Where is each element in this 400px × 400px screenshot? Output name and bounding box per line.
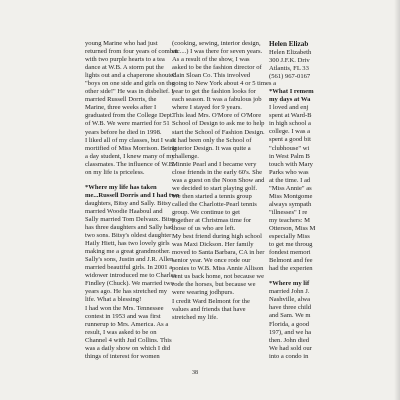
text-line: I liked all of my classes, but I was [85, 136, 175, 144]
text-line: spent a good bit [269, 136, 311, 144]
text-line: challenge. [172, 152, 199, 160]
text-line: 300 J.F.K. Driv [269, 57, 310, 65]
text-line: always sympath [269, 200, 312, 208]
text-line: sent us back home, not because we [172, 273, 265, 281]
text-line: at the time. I ad [269, 176, 311, 184]
text-line: Cain Sloan Co. This involved [172, 72, 251, 80]
text-line: things of interest for women [85, 352, 160, 360]
text-line: was a daily show on which I did [85, 344, 171, 352]
text-line: two sons. Bitsy's oldest daughter [85, 232, 172, 240]
text-line: Interior Design. It was quite a [172, 144, 251, 152]
text-line: mortified of Miss Morrison. Being [85, 144, 177, 152]
text-line: *Where my life has taken [85, 183, 157, 191]
text-line: together at Christmas time for [172, 217, 252, 225]
text-line: asked to be the fashion director of [172, 64, 262, 72]
text-line: other side!" He was in disbelief. I [85, 88, 174, 96]
text-line: "clubhouse" wi [269, 144, 310, 152]
text-line: start the School of Fashion Design. [172, 128, 265, 136]
text-line: ponies to W.B. Miss Annie Allison [172, 265, 264, 273]
text-line: dance at W.B. A storm put the [85, 64, 164, 72]
text-line: moved to Santa Barbara, CA in her [172, 249, 265, 257]
text-line: Parks who was [269, 168, 309, 176]
left-paragraph-2 [85, 183, 180, 361]
middle-paragraph [172, 40, 277, 322]
text-line: Florida, a good [269, 320, 310, 328]
middle-column [172, 40, 277, 322]
text-line: Nashville, alwa [269, 296, 311, 304]
left-paragraph-1 [85, 40, 178, 177]
text-line: "illnesses" I re [269, 208, 308, 216]
text-line: young Marine who had just [85, 40, 158, 47]
text-line: have three child [269, 304, 312, 312]
text-line: college. I was a [269, 128, 311, 136]
text-line: making me a great grandmother. [85, 248, 171, 256]
text-line: group. We continue to get [172, 208, 241, 216]
text-line: married John J. [269, 288, 310, 296]
text-line: "Miss Annie" as [269, 184, 312, 192]
text-line: in West Palm B [269, 152, 310, 160]
text-line: values and friends that have [172, 305, 246, 313]
text-line: life. What a blessing! [85, 296, 142, 304]
text-line: Belmont and fee [269, 257, 313, 265]
text-line: result, I was asked to be on [85, 328, 157, 336]
text-line: married Woodie Haaboul and [85, 207, 163, 215]
text-line: a day student, I knew many of my [85, 152, 175, 160]
text-line: where I stayed for 9 years. [172, 104, 242, 112]
text-line: we decided to start playing golf. [172, 184, 257, 192]
text-line: Otterson, Miss M [269, 224, 316, 232]
text-line: Helen Elizabeth [269, 49, 312, 56]
text-line: were wearing jodhpurs. [172, 289, 235, 297]
text-line: returned from four years of combat [85, 48, 178, 56]
text-line: on my life is priceless. [85, 168, 145, 176]
text-line: my teachers: M [269, 216, 311, 224]
text-line: rode the horses, but because we [172, 281, 256, 289]
text-line: close friends in the early 60's. She [172, 168, 262, 176]
text-line: My best friend during high school [172, 233, 262, 241]
text-line: spent at Ward-B [269, 112, 312, 120]
text-line: Minnie Pearl and I became very [172, 160, 257, 168]
left-column [85, 40, 180, 361]
text-line: has three daughters and Sally had [85, 224, 174, 232]
text-line: Sally married Tom Delvaux. Bitsy [85, 215, 176, 223]
text-line: Findley (Chuck). We married two [85, 280, 174, 288]
text-line: was a guest on the Noon Show and [172, 176, 265, 184]
text-line: each season. It was a fabulous job [172, 96, 262, 104]
text-line: fondest memori [269, 249, 311, 257]
text-line: We had sold our [269, 344, 312, 352]
text-line: (561) 967-0167 [269, 73, 311, 81]
text-line: contest in 1953 and was first [85, 312, 161, 320]
text-line: especially Miss [269, 233, 310, 241]
text-line: lights out and a chaperone shouted [85, 72, 177, 80]
text-line: runnerup to Mrs. America. As a [85, 320, 169, 328]
text-line: stretched my life. [172, 313, 218, 321]
text-line: *What I remem [269, 88, 314, 96]
text-line: then. John died [269, 336, 310, 344]
text-line: I credit Ward Belmont for the [172, 297, 250, 305]
text-line: had the experien [269, 265, 313, 273]
right-column [269, 40, 400, 361]
text-line: going to New York about 4 or 5 times a [172, 80, 277, 88]
text-line: Sally's sons, Justin and J.R. Allen, [85, 256, 176, 264]
text-line: years before he died in 1998. [85, 128, 162, 136]
right-paragraph-2 [269, 280, 400, 360]
page-number: 38 [192, 370, 198, 376]
page-edge-shadow [394, 0, 400, 400]
text-line: and Sam. We m [269, 312, 311, 320]
right-paragraph-1 [269, 88, 400, 273]
text-line: Channel 4 with Jud Collins. This [85, 336, 172, 344]
text-line: daughters, Bitsy and Sally. Bitsy [85, 199, 172, 207]
text-line: *Where my lif [269, 280, 310, 288]
text-line: with two purple hearts to a tea [85, 56, 165, 64]
text-line: School of Design to ask me to help [172, 120, 265, 128]
text-line: Marine, three weeks after I [85, 104, 157, 112]
text-line: We then started a tennis group [172, 192, 252, 200]
alumna-name: Helen Elizab [269, 40, 309, 48]
text-line: years ago. He has stretched my [85, 288, 168, 296]
text-line: me...Russell Dorris and I had two [85, 191, 180, 199]
text-line: Atlantis, FL 33 [269, 65, 309, 73]
text-line: into a condo in [269, 352, 309, 360]
text-line: Miss Montgome [269, 192, 313, 200]
text-line: in high school a [269, 120, 311, 128]
text-line: As a result of the show, I was [172, 56, 250, 64]
text-line: This lead Mrs. O'More of O'More [172, 112, 262, 120]
text-line: classmates. The influence of W.B. [85, 160, 175, 168]
text-line: widower introduced me to Charles [85, 272, 177, 280]
text-line: married beautiful girls. In 2001 a [85, 264, 173, 272]
text-line: (cooking, sewing, interior design, [172, 40, 261, 47]
text-line: Haily Hiett, has two lovely girls [85, 240, 170, 248]
text-line: to get me throug [269, 241, 313, 249]
text-line: my days at Wa [269, 96, 311, 104]
alumna-address [269, 49, 400, 81]
text-line: graduated from the College Dept. [85, 112, 174, 120]
text-line: was Maxi Dickson. Her family [172, 241, 254, 249]
text-line: year to get the fashion looks for [172, 88, 256, 96]
text-line: called the Charlotte-Pearl tennis [172, 200, 257, 208]
text-line: of W.B. We were married for 51 [85, 120, 170, 128]
text-line: senior year. We once rode our [172, 257, 251, 265]
text-line: touch with Mary [269, 160, 313, 168]
text-line: I had won the Mrs. Tennessee [85, 304, 164, 312]
text-line: married Russell Dorris, the [85, 96, 157, 104]
text-line: I loved and enj [269, 104, 309, 112]
text-line: etc....) I was there for seven years. [172, 48, 263, 56]
text-line: "boys on one side and girls on the [85, 80, 175, 88]
text-line: It had been only the School of [172, 136, 252, 144]
text-line: 197), and we ha [269, 328, 312, 336]
text-line: those of us who are left. [172, 225, 236, 233]
